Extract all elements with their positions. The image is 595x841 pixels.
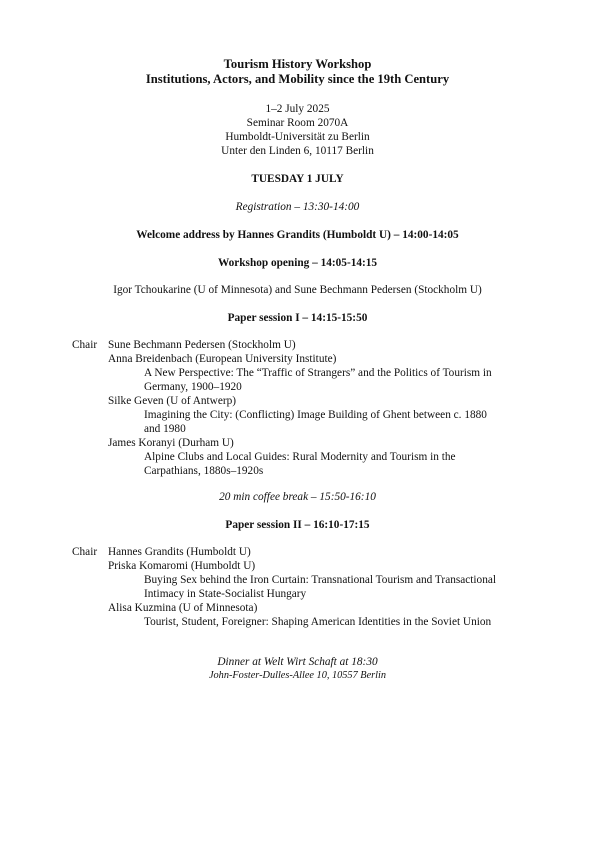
session2-chair-label: Chair bbox=[72, 546, 98, 558]
session1-heading: Paper session I – 14:15-15:50 bbox=[227, 312, 368, 324]
workshop-university: Humboldt-Universität zu Berlin bbox=[225, 131, 370, 143]
dinner-line: Dinner at Welt Wirt Schaft at 18:30 bbox=[217, 656, 378, 668]
session2-chair-name: Hannes Grandits (Humboldt U) bbox=[108, 546, 251, 558]
session2-heading: Paper session II – 16:10-17:15 bbox=[225, 519, 370, 531]
session2-paper-1-line1: Buying Sex behind the Iron Curtain: Transnational Tourism and Transactional bbox=[144, 574, 497, 586]
opening-speakers: Igor Tchoukarine (U of Minnesota) and Sune Bechmann Pedersen (Stockholm U) bbox=[113, 284, 482, 296]
session1-paper-1-line1: A New Perspective: The “Traffic of Strangers” and the Politics of Tourism in bbox=[144, 367, 492, 379]
session2-speaker-1: Priska Komaromi (Humboldt U) bbox=[108, 560, 256, 572]
session1-paper-2-line1: Imagining the City: (Conflicting) Image Building of Ghent between c. 1880 bbox=[144, 409, 487, 421]
workshop-date: 1–2 July 2025 bbox=[265, 103, 330, 115]
session2-paper-1-line2: Intimacy in State-Socialist Hungary bbox=[144, 588, 307, 600]
session1-chair-label: Chair bbox=[72, 339, 98, 351]
workshop-subtitle: Institutions, Actors, and Mobility since the 19th Century bbox=[145, 72, 450, 86]
session1-speaker-3: James Koranyi (Durham U) bbox=[108, 437, 234, 449]
coffee-break-line: 20 min coffee break – 15:50-16:10 bbox=[219, 491, 376, 503]
session1-chair-name: Sune Bechmann Pedersen (Stockholm U) bbox=[108, 339, 296, 351]
session1-speaker-1: Anna Breidenbach (European University Institute) bbox=[108, 353, 337, 365]
session2-speaker-2: Alisa Kuzmina (U of Minnesota) bbox=[108, 602, 258, 614]
registration-line: Registration – 13:30-14:00 bbox=[235, 201, 360, 213]
workshop-room: Seminar Room 2070A bbox=[246, 117, 349, 129]
workshop-title: Tourism History Workshop bbox=[223, 57, 372, 71]
welcome-line: Welcome address by Hannes Grandits (Humboldt U) – 14:00-14:05 bbox=[136, 229, 459, 241]
session1-paper-3-line1: Alpine Clubs and Local Guides: Rural Modernity and Tourism in the bbox=[144, 451, 456, 463]
day-heading: TUESDAY 1 JULY bbox=[251, 173, 344, 185]
session1-paper-3-line2: Carpathians, 1880s–1920s bbox=[144, 465, 264, 477]
session1-paper-2-line2: and 1980 bbox=[144, 423, 186, 435]
session1-speaker-2: Silke Geven (U of Antwerp) bbox=[108, 395, 236, 407]
dinner-address: John-Foster-Dulles-Allee 10, 10557 Berlin bbox=[208, 670, 387, 681]
session1-paper-1-line2: Germany, 1900–1920 bbox=[144, 381, 242, 393]
opening-line: Workshop opening – 14:05-14:15 bbox=[217, 257, 378, 269]
workshop-address: Unter den Linden 6, 10117 Berlin bbox=[221, 145, 374, 157]
session2-paper-2-line1: Tourist, Student, Foreigner: Shaping American Identities in the Soviet Union bbox=[144, 616, 492, 628]
